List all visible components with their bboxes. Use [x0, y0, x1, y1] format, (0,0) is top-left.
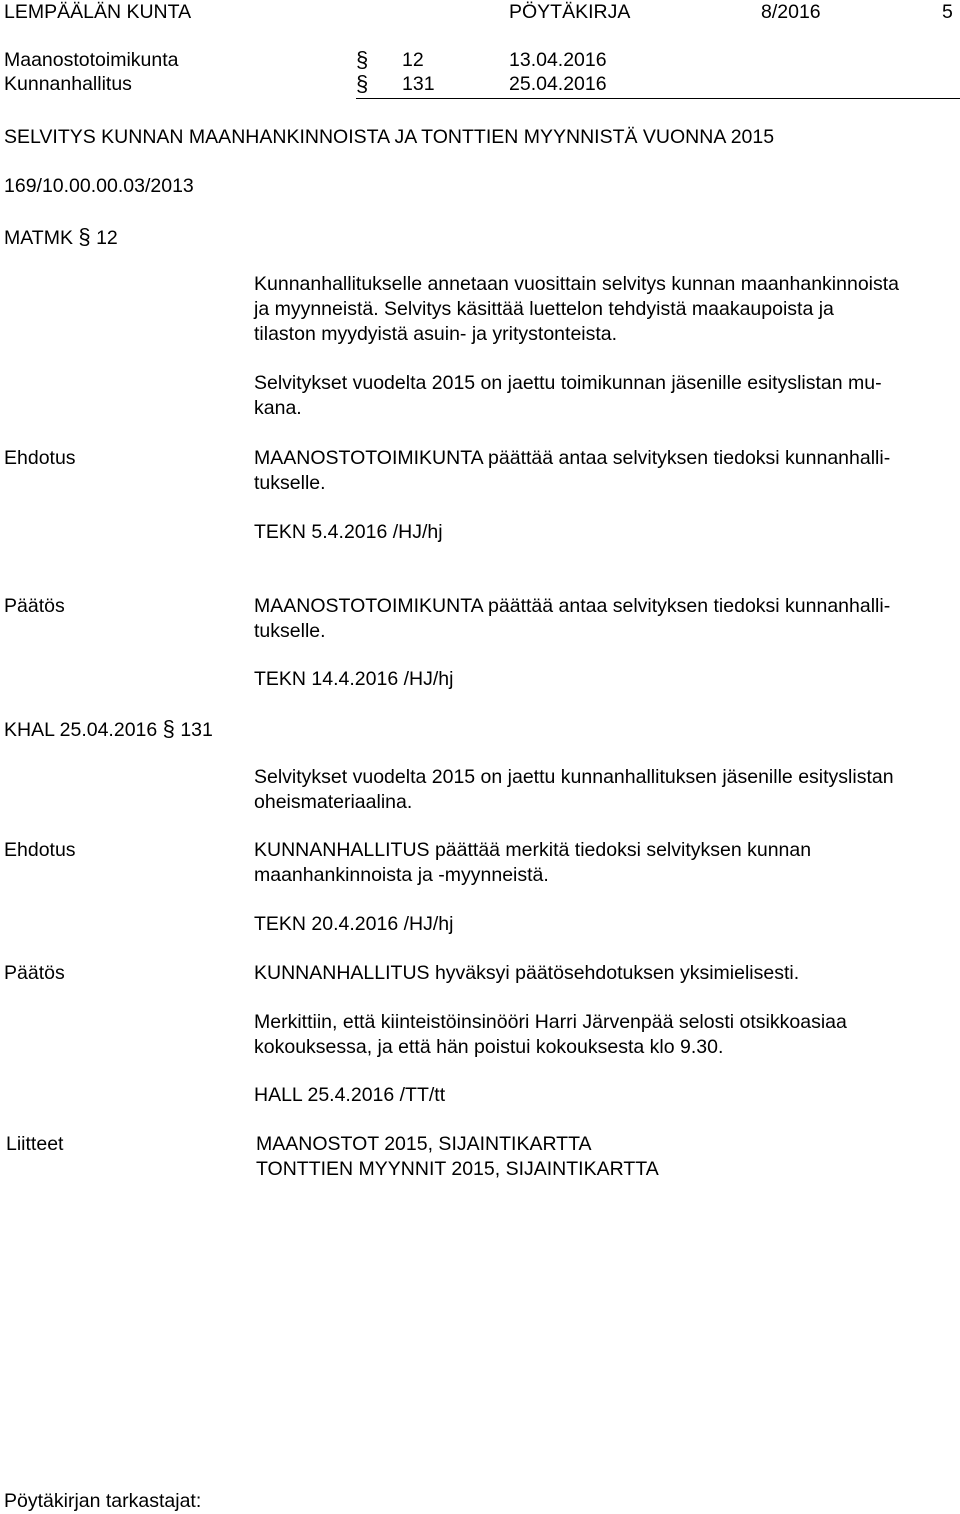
matmk-attachment-note: Selvitykset vuodelta 2015 on jaettu toimikunnan jäsenille esityslistan mu- kana. [254, 372, 882, 419]
proposal-label: Ehdotus [4, 839, 76, 861]
proposal-signature: TEKN 20.4.2016 /HJ/hj [254, 913, 454, 935]
reviewers-label: Pöytäkirjan tarkastajat: [4, 1490, 202, 1512]
decision-label: Päätös [4, 962, 65, 984]
header-divider [356, 98, 960, 99]
diary-number: 169/10.00.00.03/2013 [4, 175, 194, 197]
item-title: SELVITYS KUNNAN MAANHANKINNOISTA JA TONTTIEN MYYNNISTÄ VUONNA 2015 [4, 126, 775, 148]
khal-note: Merkittiin, että kiinteistöinsinööri Harri Järvenpää selosti otsikkoasiaa kokouksessa, ja että hän poistui kokouksesta klo 9.30. [254, 1011, 847, 1058]
khal-decision: KUNNANHALLITUS hyväksyi päätösehdotuksen yksimielisesti. [254, 962, 800, 984]
matmk-heading: MATMK § 12 [4, 224, 118, 249]
meeting-body: Kunnanhallitus [4, 73, 132, 95]
meeting-date: 13.04.2016 [509, 49, 607, 71]
note-signature: HALL 25.4.2016 /TT/tt [254, 1084, 446, 1106]
decision-signature: TEKN 14.4.2016 /HJ/hj [254, 668, 454, 690]
attachments-label: Liitteet [6, 1133, 64, 1155]
matmk-decision: MAANOSTOTOIMIKUNTA päättää antaa selvityksen tiedoksi kunnanhalli- tukselle. [254, 595, 891, 642]
attachment-item: MAANOSTOT 2015, SIJAINTIKARTTA [256, 1133, 592, 1155]
decision-label: Päätös [4, 595, 65, 617]
section-number: 12 [402, 49, 424, 71]
section-symbol: § [356, 47, 369, 72]
document-number: 8/2016 [761, 1, 821, 23]
proposal-label: Ehdotus [4, 447, 76, 469]
matmk-intro: Kunnanhallitukselle annetaan vuosittain selvitys kunnan maanhankinnoista ja myynneistä. Selvitys käsittää luettelon tehdyistä maakaupoista ja tilaston myydyistä asuin- ja yritystonteista. [254, 273, 900, 345]
matmk-proposal: MAANOSTOTOIMIKUNTA päättää antaa selvityksen tiedoksi kunnanhalli- tukselle. [254, 447, 891, 494]
khal-heading: KHAL 25.04.2016 § 131 [4, 716, 213, 741]
khal-proposal: KUNNANHALLITUS päättää merkitä tiedoksi selvityksen kunnan maanhankinnoista ja -myynneistä. [254, 839, 812, 886]
attachment-item: TONTTIEN MYYNNIT 2015, SIJAINTIKARTTA [256, 1158, 659, 1180]
municipality-name: LEMPÄÄLÄN KUNTA [4, 1, 192, 23]
section-symbol: § [356, 71, 369, 96]
khal-attachment-note: Selvitykset vuodelta 2015 on jaettu kunnanhallituksen jäsenille esityslistan oheismateriaalina. [254, 766, 894, 813]
proposal-signature: TEKN 5.4.2016 /HJ/hj [254, 521, 443, 543]
document-type: PÖYTÄKIRJA [509, 1, 631, 23]
meeting-body: Maanostotoimikunta [4, 49, 179, 71]
section-number: 131 [402, 73, 435, 95]
page-number: 5 [942, 1, 953, 23]
meeting-date: 25.04.2016 [509, 73, 607, 95]
